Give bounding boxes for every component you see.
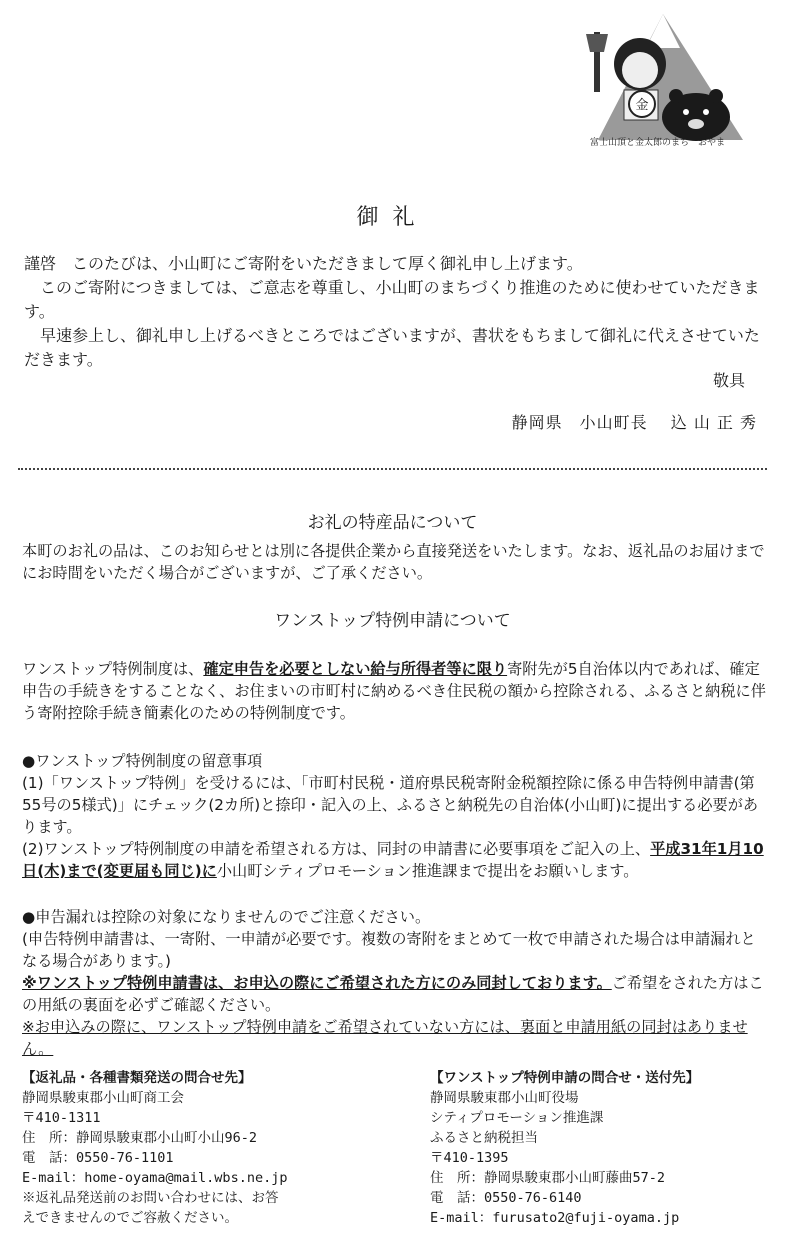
letter-closing: 敬具 [712,371,745,390]
notes-title: ●ワンストップ特例制度の留意事項 [22,752,263,770]
deadline-emphasis: 平成31年1月10日(木)まで(変更届も同じ)に [22,840,764,880]
contact-line: 電 話：0550-76-6140 [430,1190,582,1206]
contact-line: 静岡県駿東郡小山町役場 [430,1090,579,1106]
gift-text: 本町のお礼の品は、このお知らせとは別に各提供企業から直接発送をいたします。なお、返礼品のお届けまでにお時間をいただく場合がございますが、ご了承ください。 [22,542,765,582]
letter-paragraph: 謹啓 このたびは、小山町にご寄附をいただきまして厚く御礼申し上げます。 [24,254,583,273]
contact-line: えできませんのでご容赦ください。 [22,1210,238,1226]
contact-right-title: 【ワンストップ特例申請の問合せ・送付先】 [430,1070,700,1086]
contact-line: 静岡県駿東郡小山町商工会 [22,1090,184,1106]
contact-email[interactable]: E-mail：furusato2@fuji-oyama.jp [430,1210,680,1226]
intro-emphasis: 確定申告を必要としない給与所得者等に限り [203,660,508,678]
note-2-text: (2)ワンストップ特例制度の申請を希望される方は、同封の申請書に必要事項をご記入の上、 [22,840,651,858]
intro-text: ワンストップ特例制度は、 [22,660,204,678]
warning-3 [22,972,767,1016]
note-2-rest: 小山町シティプロモーション推進課まで提出をお願いします。 [216,862,639,880]
letter-paragraph: 早速参上し、御礼申し上げるべきところではございますが、書状をもちまして御礼に代えさせていただきます。 [24,326,760,369]
warning-4: ※お申込みの際に、ワンストップ特例申請をご希望されていない方には、裏面と申請用紙の同封はありません。 [22,1018,748,1058]
onestop-section [22,658,767,1060]
contact-line: ※返礼品発送前のお問い合わせには、お答 [22,1190,279,1206]
letter-paragraph: このご寄附につきましては、ご意志を尊重し、小山町のまちづくり推進のために使わせていただきます。 [24,278,760,321]
gift-heading: お礼の特産品について [307,513,478,533]
onestop-intro [22,658,767,724]
letter-body [24,252,763,372]
note-1: (1)「ワンストップ特例」を受けるには、「市町村民税・道府県民税寄附金税額控除に係る申告特例申請書(第55号の5様式)」にチェック(2カ所)と捺印・記入の上、ふるさと納税先の自治体(小山町)に提出する必要があります。 [22,774,759,836]
intro-text-rest: 寄附先が5自治体以内であれば、確定申告の手続きをすることなく、お住まいの市町村に納めるべき住民税の額から控除される、ふるさと納税に伴う寄附控除手続き簡素化のための特例制度です。 [22,660,766,722]
contact-line: 〒410-1311 [22,1110,101,1126]
contact-left-title: 【返礼品・各種書類発送の問合せ先】 [22,1070,252,1086]
contact-line: 住 所：静岡県駿東郡小山町小山96-2 [22,1130,258,1146]
warning-3-emphasis: ※ワンストップ特例申請書は、お申込の際にご希望された方にのみ同封しております。 [22,974,612,992]
gift-section [22,540,767,584]
contact-line: 電 話：0550-76-1101 [22,1150,174,1166]
cut-line-divider [18,468,767,470]
warning-2: (申告特例申請書は、一寄附、一申請が必要です。複数の寄附をまとめて一枚で申請された場合は申請漏れとなる場合があります。) [22,930,756,970]
contact-line: シティプロモーション推進課 [430,1110,604,1126]
contact-right [430,1068,780,1228]
contact-line: 〒410-1395 [430,1150,509,1166]
warning-1: ●申告漏れは控除の対象になりませんのでご注意ください。 [22,908,431,926]
contact-line: 住 所：静岡県駿東郡小山町藤曲57-2 [430,1170,666,1186]
contact-email[interactable]: E-mail：home-oyama@mail.wbs.ne.jp [22,1170,288,1186]
letter-signature: 静岡県 小山町長 込 山 正 秀 [511,413,757,432]
onestop-heading: ワンストップ特例申請について [274,611,511,631]
contact-left [22,1068,382,1228]
contact-line: ふるさと納税担当 [430,1130,538,1146]
note-2 [22,838,767,882]
badge-glyph: 金 [635,98,649,113]
logo-caption: 富士山頂と金太郎のまち おやま [590,138,726,148]
letter-title: 御礼 [356,205,429,230]
warning-3-rest: ご希望をされた方はこの用紙の裏面を必ずご確認ください。 [22,974,764,1014]
